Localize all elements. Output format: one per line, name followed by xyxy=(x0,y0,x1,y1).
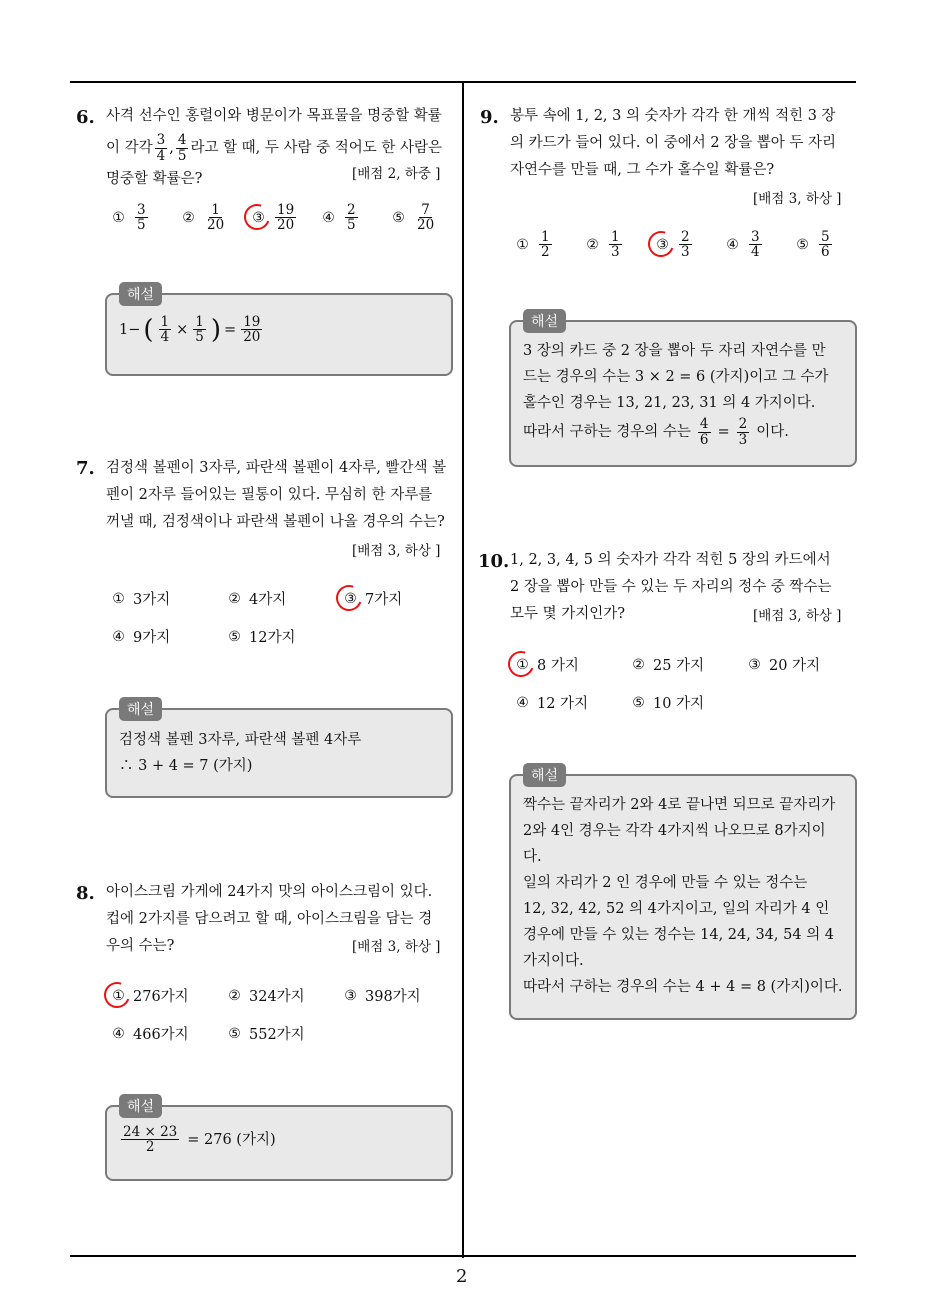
q8-solution-math xyxy=(119,1125,276,1154)
choice-4[interactable] xyxy=(514,692,588,713)
choice-4[interactable] xyxy=(320,203,360,232)
q8-line: 아이스크림 가게에 24가지 맛의 아이스크림이 있다. xyxy=(106,884,433,900)
q10-sol-line: 일의 자리가 2 인 경우에 만들 수 있는 정수는 xyxy=(523,875,808,891)
answer-circle-mark xyxy=(332,580,367,615)
question-6-number: 6. xyxy=(76,107,95,128)
choice-fraction xyxy=(819,230,832,259)
question-10-solution-box xyxy=(509,774,857,1020)
choice-number-text: ③ xyxy=(656,236,669,253)
times-sign: × xyxy=(176,321,189,338)
question-8-difficulty: [배점 3, 하상 ] xyxy=(352,939,441,955)
choice-text: 25 가지 xyxy=(653,658,705,674)
numerator: 4 xyxy=(699,416,709,433)
q10-sol-line: 따라서 구하는 경우의 수는 4 + 4 = 8 (가지)이다. xyxy=(523,979,843,995)
question-9-difficulty: [배점 3, 하상 ] xyxy=(753,191,842,207)
q7-line: 꺼낼 때, 검정색이나 파란색 볼펜이 나올 경우의 수는? xyxy=(106,514,445,530)
choice-1-selected[interactable] xyxy=(514,654,579,675)
sol-frac-2 xyxy=(193,315,206,344)
q7-line: 검정색 볼펜이 3자루, 파란색 볼펜이 4자루, 빨간색 볼 xyxy=(106,460,447,476)
sol-frac xyxy=(121,1125,179,1154)
numerator: 19 xyxy=(277,202,295,218)
q10-line: 2 장을 뽑아 만들 수 있는 두 자리의 정수 중 짝수는 xyxy=(510,579,832,595)
question-9-text xyxy=(510,103,860,184)
choice-number: ② xyxy=(228,590,241,607)
q9-sol-line: 3 장의 카드 중 2 장을 뽑아 두 자리 자연수를 만 xyxy=(523,343,826,359)
question-7-solution-box xyxy=(105,708,453,798)
choice-number-text: ① xyxy=(112,987,125,1004)
q10-sol-line: 가지이다. xyxy=(523,953,584,969)
q9-solution-text xyxy=(523,338,849,448)
q6-frac-a xyxy=(155,133,168,162)
denominator: 3 xyxy=(681,244,690,261)
q8-line: 우의 수는? xyxy=(106,938,175,954)
q9-line: 봉투 속에 1, 2, 3 의 숫자가 각각 한 개씩 적힌 3 장 xyxy=(510,108,836,124)
choice-fraction xyxy=(135,203,148,232)
numerator: 2 xyxy=(738,416,748,433)
sol-answer-frac xyxy=(241,315,262,344)
choice-text: 3가지 xyxy=(133,592,171,608)
q7-line: 펜이 2자루 들어있는 필통이 있다. 무심히 한 자루를 xyxy=(106,487,433,503)
q9-sol-last-line xyxy=(523,416,849,448)
choice-number xyxy=(250,210,267,226)
question-10-number: 10. xyxy=(478,551,510,572)
numerator: 3 xyxy=(156,132,166,149)
choice-number: ④ xyxy=(112,628,125,645)
choice-text: 4가지 xyxy=(249,592,287,608)
choice-1[interactable] xyxy=(110,588,170,609)
q7-solution-text xyxy=(119,727,361,779)
choice-number: ⑤ xyxy=(392,209,405,226)
numerator: 1 xyxy=(160,314,170,330)
question-7-text xyxy=(106,455,456,536)
choice-text: 8 가지 xyxy=(537,658,579,674)
choice-fraction xyxy=(205,203,226,232)
choice-1-selected[interactable] xyxy=(110,985,189,1006)
denominator: 20 xyxy=(207,217,225,234)
choice-number xyxy=(514,657,531,673)
choice-5[interactable] xyxy=(630,692,704,713)
q9-line: 자연수를 만들 때, 그 수가 홀수일 확률은? xyxy=(510,162,775,178)
choice-text: 12가지 xyxy=(249,630,296,646)
choice-number-text: ① xyxy=(516,656,529,673)
choice-number: ⑤ xyxy=(632,694,645,711)
denominator: 3 xyxy=(738,431,748,448)
choice-2[interactable] xyxy=(180,203,228,232)
q7-solution-label: 해설 xyxy=(119,697,162,721)
numerator: 2 xyxy=(681,229,690,245)
choice-fraction xyxy=(345,203,358,232)
q6-line2a: 이 각각 xyxy=(106,139,153,156)
answer-circle-mark xyxy=(240,199,275,234)
numerator: 7 xyxy=(421,202,430,218)
denominator: 20 xyxy=(277,217,295,234)
choice-number: ① xyxy=(112,209,125,226)
choice-number: ① xyxy=(516,236,529,253)
question-6-difficulty: [배점 2, 하중 ] xyxy=(352,166,441,182)
choice-2[interactable] xyxy=(226,985,305,1006)
question-9-number: 9. xyxy=(480,107,499,128)
q7-sol-line: 검정색 볼펜 3자루, 파란색 볼펜 4자루 xyxy=(119,732,362,748)
q6-line1: 사격 선수인 홍렬이와 병문이가 목표물을 명중할 확률 xyxy=(106,108,442,124)
question-8-number: 8. xyxy=(76,883,95,904)
choice-number: ⑤ xyxy=(228,628,241,645)
bottom-rule xyxy=(70,1255,856,1257)
equals-sign: = xyxy=(224,321,237,338)
denominator: 2 xyxy=(145,1139,155,1156)
choice-number-text: ③ xyxy=(252,209,265,226)
choice-3-selected[interactable] xyxy=(250,203,298,232)
denominator: 4 xyxy=(751,244,760,261)
question-9-solution-box xyxy=(509,320,857,467)
choice-number: ① xyxy=(112,590,125,607)
q9-solution-label: 해설 xyxy=(523,309,566,333)
q8-line: 컵에 2가지를 담으려고 할 때, 아이스크림을 담는 경 xyxy=(106,911,433,927)
choice-text: 276가지 xyxy=(133,989,189,1005)
choice-number: ② xyxy=(632,656,645,673)
numerator: 1 xyxy=(211,202,220,218)
choice-2[interactable] xyxy=(584,230,624,259)
choice-number: ④ xyxy=(112,1025,125,1042)
q6-line2: 이 각각 $\frac{3}{4}$ , $\frac{4}{5}$ 라고 할 때, 두 사람 중 적어도 한 사람은 xyxy=(106,132,443,164)
sol-frac-1 xyxy=(698,417,711,446)
numerator: 1 xyxy=(611,229,620,245)
question-7-difficulty: [배점 3, 하상 ] xyxy=(352,543,441,559)
choice-text: 10 가지 xyxy=(653,696,705,712)
q6-solution-math xyxy=(119,315,264,344)
choice-number: ③ xyxy=(748,656,761,673)
column-divider xyxy=(462,83,464,1258)
choice-number: ④ xyxy=(726,236,739,253)
denominator: 5 xyxy=(177,147,187,164)
denominator: 4 xyxy=(156,147,166,164)
choice-3-selected[interactable] xyxy=(654,230,694,259)
q8-solution-label: 해설 xyxy=(119,1094,162,1118)
choice-text: 20 가지 xyxy=(769,658,821,674)
choice-4[interactable] xyxy=(110,1023,189,1044)
q10-sol-line: 짝수는 끝자리가 2와 4로 끝나면 되므로 끝자리가 xyxy=(523,797,836,813)
choice-fraction xyxy=(415,203,436,232)
denominator: 2 xyxy=(541,244,550,261)
choice-text: 466가지 xyxy=(133,1027,189,1043)
q6-sol-pre: 1− xyxy=(119,321,141,338)
choice-5[interactable] xyxy=(226,1023,305,1044)
choice-5[interactable] xyxy=(794,230,834,259)
numerator: 3 xyxy=(137,202,146,218)
choice-text: 324가지 xyxy=(249,989,305,1005)
choice-number xyxy=(342,591,359,607)
choice-fraction xyxy=(539,230,552,259)
q7-sol-line: ∴ 3 + 4 = 7 (가지) xyxy=(119,758,253,774)
q9-sol-line: 드는 경우의 수는 3 × 2 = 6 (가지)이고 그 수가 xyxy=(523,369,829,385)
numerator: 5 xyxy=(821,229,830,245)
choice-text: 12 가지 xyxy=(537,696,589,712)
choice-3[interactable] xyxy=(746,654,820,675)
denominator: 5 xyxy=(137,217,146,234)
choice-fraction xyxy=(275,203,296,232)
choice-number: ④ xyxy=(516,694,529,711)
q10-line: 모두 몇 가지인가? xyxy=(510,606,626,622)
choice-fraction xyxy=(609,230,622,259)
choice-number: ③ xyxy=(344,987,357,1004)
choice-text: 398가지 xyxy=(365,989,421,1005)
numerator: 2 xyxy=(347,202,356,218)
q9-sol-last-pre: 따라서 구하는 경우의 수는 xyxy=(523,424,691,440)
q10-sol-line: 2와 4인 경우는 각각 4가지씩 나오므로 8가지이 xyxy=(523,823,826,839)
denominator: 6 xyxy=(699,431,709,448)
denominator: 3 xyxy=(611,244,620,261)
choice-number: ⑤ xyxy=(796,236,809,253)
choice-number: ⑤ xyxy=(228,1025,241,1042)
denominator: 4 xyxy=(160,329,170,346)
numerator: 4 xyxy=(177,132,187,149)
denominator: 5 xyxy=(195,329,204,346)
choice-number-text: ③ xyxy=(344,590,357,607)
choice-2[interactable] xyxy=(630,654,704,675)
sol-frac-1 xyxy=(159,315,172,344)
q10-sol-line: 12, 32, 42, 52 의 4가지이고, 일의 자리가 4 인 xyxy=(523,901,830,917)
choice-fraction xyxy=(679,230,692,259)
q10-line: 1, 2, 3, 4, 5 의 숫자가 각각 적힌 5 장의 카드에서 xyxy=(510,552,831,568)
choice-number: ② xyxy=(228,987,241,1004)
q8-sol-rest: = 276 (가지) xyxy=(187,1131,276,1148)
q6-solution-label: 해설 xyxy=(119,282,162,306)
q10-solution-label: 해설 xyxy=(523,763,566,787)
numerator: 3 xyxy=(751,229,760,245)
q6-line2b: 라고 할 때, 두 사람 중 적어도 한 사람은 xyxy=(190,139,443,156)
q6-frac-b xyxy=(176,133,189,162)
choice-3-selected[interactable] xyxy=(342,588,402,609)
right-paren: ) xyxy=(210,314,222,345)
choice-number xyxy=(654,237,671,253)
choice-5[interactable] xyxy=(226,626,295,647)
numerator: 19 xyxy=(243,314,261,330)
choice-1[interactable] xyxy=(514,230,554,259)
q9-line: 의 카드가 들어 있다. 이 중에서 2 장을 뽑아 두 자리 xyxy=(510,135,837,151)
answer-circle-mark xyxy=(644,226,679,261)
choice-3[interactable] xyxy=(342,985,421,1006)
sol-frac-2 xyxy=(737,417,750,446)
numerator: 24 × 23 xyxy=(123,1124,178,1140)
choice-number: ② xyxy=(182,209,195,226)
numerator: 1 xyxy=(541,229,550,245)
choice-text: 9가지 xyxy=(133,630,171,646)
q10-sol-line: 경우에 만들 수 있는 정수는 14, 24, 34, 54 의 4 xyxy=(523,927,835,943)
question-7-number: 7. xyxy=(76,458,95,479)
q9-sol-last-post: 이다. xyxy=(756,424,789,440)
choice-text: 552가지 xyxy=(249,1027,305,1043)
choice-4[interactable] xyxy=(110,626,170,647)
equals-sign: = xyxy=(717,424,730,440)
denominator: 20 xyxy=(417,217,435,234)
choice-5[interactable] xyxy=(390,203,438,232)
page-number: 2 xyxy=(456,1266,468,1287)
question-10-difficulty: [배점 3, 하상 ] xyxy=(753,608,842,624)
choice-number: ② xyxy=(586,236,599,253)
choice-fraction xyxy=(749,230,762,259)
q9-sol-line: 홀수인 경우는 13, 21, 23, 31 의 4 가지이다. xyxy=(523,395,816,411)
left-paren: ( xyxy=(143,314,154,345)
denominator: 5 xyxy=(347,217,356,234)
denominator: 6 xyxy=(821,244,830,261)
numerator: 1 xyxy=(195,314,204,330)
choice-number: ④ xyxy=(322,209,335,226)
q6-line3: 명중할 확률은? xyxy=(106,171,203,187)
choice-4[interactable] xyxy=(724,230,764,259)
choice-2[interactable] xyxy=(226,588,286,609)
q10-sol-line: 다. xyxy=(523,849,542,865)
choice-1[interactable] xyxy=(110,203,150,232)
choice-number xyxy=(110,988,127,1004)
answer-circle-mark xyxy=(100,977,135,1012)
answer-circle-mark xyxy=(504,646,539,681)
q10-solution-text xyxy=(523,792,853,1000)
denominator: 20 xyxy=(243,329,261,346)
choice-text: 7가지 xyxy=(365,592,403,608)
